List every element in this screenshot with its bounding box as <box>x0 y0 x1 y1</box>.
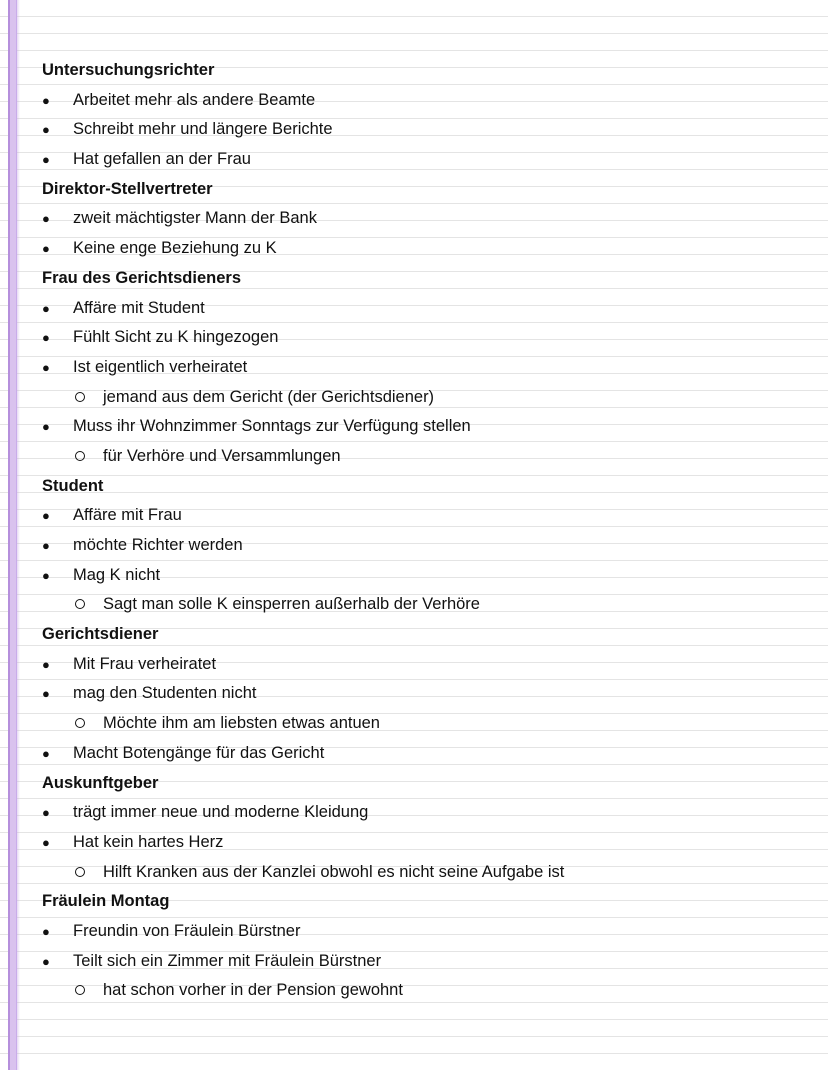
bullet-dot-icon: ● <box>42 953 50 969</box>
list-item-text: Affäre mit Frau <box>73 506 182 525</box>
list-item-text: Hat kein hartes Herz <box>73 832 224 851</box>
sub-list-item-text: jemand aus dem Gericht (der Gerichtsdiener) <box>103 387 435 406</box>
bullet-dot-icon: ● <box>42 538 50 553</box>
list-item <box>42 561 812 591</box>
sub-list-item <box>42 709 812 739</box>
bullet-dot-icon: ● <box>42 923 50 939</box>
list-item <box>42 947 812 977</box>
bullet-dot-icon: ● <box>42 656 50 672</box>
list-item-text: Ist eigentlich verheiratet <box>73 357 248 376</box>
bullet-circle-icon <box>75 392 85 402</box>
bullet-dot-icon: ● <box>42 211 50 227</box>
list-item <box>42 323 812 353</box>
sub-list-item <box>42 383 812 413</box>
bullet-dot-icon: ● <box>42 745 50 761</box>
bullet-dot-icon: ● <box>42 330 50 346</box>
sub-list-item-text: für Verhöre und Versammlungen <box>103 446 341 465</box>
section-heading: Gerichtsdiener <box>42 625 159 644</box>
sub-list-item <box>42 976 812 1006</box>
margin-line <box>8 0 17 1070</box>
list-item-text: Schreibt mehr und längere Berichte <box>73 120 333 139</box>
bullet-dot-icon: ● <box>42 92 50 108</box>
list-item-text: trägt immer neue und moderne Kleidung <box>73 803 369 822</box>
notes-list <box>42 56 812 1006</box>
list-item <box>42 234 812 264</box>
list-item <box>42 679 812 709</box>
sub-list-item-text: hat schon vorher in der Pension gewohnt <box>103 981 403 1000</box>
list-item <box>42 739 812 769</box>
list-item <box>42 828 812 858</box>
list-item <box>42 412 812 442</box>
list-item <box>42 204 812 234</box>
list-item-text: Teilt sich ein Zimmer mit Fräulein Bürstner <box>73 951 382 970</box>
list-item <box>42 798 812 828</box>
bullet-dot-icon: ● <box>42 152 50 168</box>
section-heading: Fräulein Montag <box>42 892 170 911</box>
bullet-dot-icon: ● <box>42 834 50 850</box>
sub-list-item-text: Möchte ihm am liebsten etwas antuen <box>103 714 380 733</box>
section-heading: Auskunftgeber <box>42 773 159 792</box>
list-item-text: Muss ihr Wohnzimmer Sonntags zur Verfügung stellen <box>73 417 471 436</box>
sub-list-item <box>42 590 812 620</box>
list-item-text: Hat gefallen an der Frau <box>73 150 251 169</box>
bullet-dot-icon: ● <box>42 686 50 702</box>
bullet-dot-icon: ● <box>42 359 50 375</box>
list-item <box>42 650 812 680</box>
list-item-text: Mit Frau verheiratet <box>73 654 217 673</box>
list-item <box>42 86 812 116</box>
bullet-circle-icon <box>75 451 85 461</box>
bullet-dot-icon: ● <box>42 805 50 821</box>
list-item <box>42 115 812 145</box>
sub-list-item-text: Sagt man solle K einsperren außerhalb der Verhöre <box>103 595 480 614</box>
bullet-dot-icon: ● <box>42 122 50 138</box>
section-heading: Frau des Gerichtsdieners <box>42 268 241 287</box>
list-item <box>42 294 812 324</box>
list-item <box>42 531 812 561</box>
list-item-text: Macht Botengänge für das Gericht <box>73 743 325 762</box>
list-item <box>42 353 812 383</box>
bullet-dot-icon: ● <box>42 567 50 583</box>
bullet-dot-icon: ● <box>42 300 50 316</box>
list-item-text: mag den Studenten nicht <box>73 684 257 703</box>
list-item-text: Keine enge Beziehung zu K <box>73 239 277 258</box>
list-item-text: Mag K nicht <box>73 565 161 584</box>
bullet-circle-icon <box>75 599 85 609</box>
list-item <box>42 501 812 531</box>
list-item-text: Affäre mit Student <box>73 298 205 317</box>
sub-list-item-text: Hilft Kranken aus der Kanzlei obwohl es nicht seine Aufgabe ist <box>103 862 565 881</box>
list-item-text: zweit mächtigster Mann der Bank <box>73 209 317 228</box>
list-item-text: Fühlt Sicht zu K hingezogen <box>73 328 279 347</box>
list-item <box>42 145 812 175</box>
list-item-text: Freundin von Fräulein Bürstner <box>73 921 301 940</box>
margin-shadow <box>17 0 20 1070</box>
bullet-dot-icon: ● <box>42 508 50 524</box>
section-heading: Student <box>42 476 104 495</box>
bullet-dot-icon: ● <box>42 419 50 435</box>
bullet-dot-icon: ● <box>42 241 50 257</box>
sub-list-item <box>42 442 812 472</box>
bullet-circle-icon <box>75 718 85 728</box>
section-heading: Untersuchungsrichter <box>42 61 215 79</box>
list-item-text: Arbeitet mehr als andere Beamte <box>73 90 316 109</box>
bullet-circle-icon <box>75 985 85 995</box>
section-heading: Direktor-Stellvertreter <box>42 179 213 198</box>
bullet-circle-icon <box>75 867 85 877</box>
sub-list-item <box>42 858 812 888</box>
list-item-text: möchte Richter werden <box>73 536 243 554</box>
list-item <box>42 917 812 947</box>
